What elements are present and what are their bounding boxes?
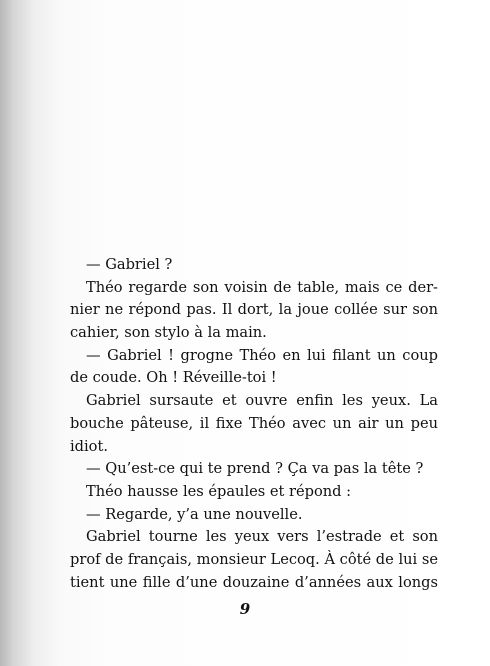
text-line: prof de français, monsieur Lecoq. À côté de lui se	[70, 550, 438, 568]
text-line: de coude. Oh ! Réveille-toi !	[70, 369, 277, 387]
text-line: Gabriel sursaute et ouvre enfin les yeux. La	[86, 392, 438, 410]
text-line: — Gabriel ?	[86, 256, 173, 273]
text-line: nier ne répond pas. Il dort, la joue collée sur son	[70, 301, 438, 319]
page-body	[70, 254, 438, 594]
text-line: — Qu’est-ce qui te prend ? Ça va pas la tête ?	[86, 460, 424, 478]
text-line: cahier, son stylo à la main.	[70, 324, 267, 342]
text-line: Gabriel tourne les yeux vers l’estrade et son	[86, 528, 438, 546]
text-line: Théo hausse les épaules et répond :	[86, 482, 352, 500]
text-line: — Regarde, y’a une nouvelle.	[86, 505, 303, 523]
text-line: — Gabriel ! grogne Théo en lui filant un coup	[86, 346, 438, 364]
text-line: idiot.	[70, 437, 108, 455]
text-line: tient une fille d’une douzaine d’années aux longs	[70, 573, 438, 591]
text-line: Théo regarde son voisin de table, mais ce der-	[86, 278, 438, 296]
text-line: bouche pâteuse, il fixe Théo avec un air un peu	[70, 414, 438, 432]
page-number: 9	[239, 600, 251, 618]
